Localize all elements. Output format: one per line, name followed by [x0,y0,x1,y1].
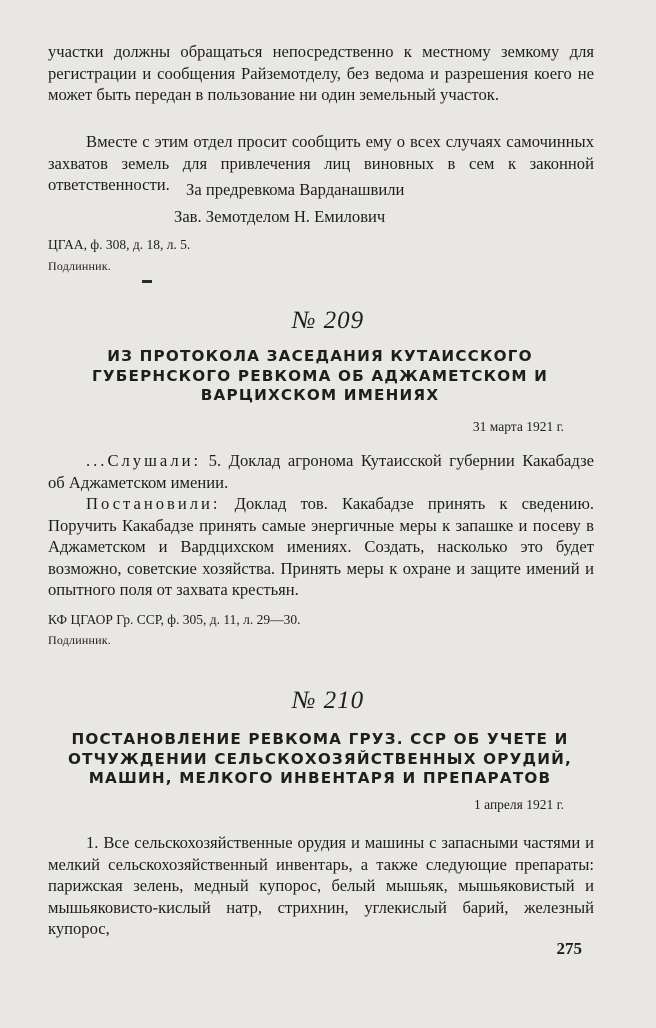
resolved-label: Постановили: [86,494,221,513]
separator-mark [142,280,152,283]
heard-text: 5. Доклад агронома Кутаисской губернии Какабадзе об Аджаметском имении. [48,451,594,492]
heard-label: ...Слушали: [86,451,202,470]
paragraph-request: Вместе с этим отдел просит сообщить ему о всех случаях самочинных захватов земель для привлечения лиц виновных в сем к законной ответственности. [48,132,594,194]
document-title-209: ИЗ ПРОТОКОЛА ЗАСЕДАНИЯ КУТАИССКОГО ГУБЕРНСКОГО РЕВКОМА ОБ АДЖАМЕТСКОМ И ВАРЦИХСКОМ ИМЕНИЯХ [91,347,549,404]
document-number-210: № 210 [291,687,365,714]
signature-land-dept: Зав. Земотделом Н. Емилович [174,207,386,226]
original-note-209: Подлинник. [48,633,111,647]
signature-chairman: За предревкома Варданашвили [186,180,405,199]
archive-source-1: ЦГАА, ф. 308, д. 18, л. 5. [48,237,191,252]
page-number: 275 [556,939,582,958]
archive-source-209: КФ ЦГАОР Гр. ССР, ф. 305, д. 11, л. 29—30. [48,612,301,627]
paragraph-item-1: 1. Все сельскохозяйственные орудия и машины с запасными частями и мелкий сельскохозяйственный инвентарь, а также следующие препараты: парижская зелень, медный купорос, белый мышьяк, мышьяковистый и мышьяковисто-кислый натр, стрихнин, углекислый барий, железный купорос, [48,833,594,938]
resolved-text: Доклад тов. Какабадзе принять к сведению. Поручить Какабадзе принять самые энергичные меры к запашке и посеву в Аджаметском и Вардцихском имениях. Создать, насколько это будет возможно, советские хозяйства. Принять меры к охране и защите имений и опытного поля от захвата крестьян. [48,494,594,599]
paragraph-heard [48,450,594,493]
document-date-210: 1 апреля 1921 г. [474,797,564,812]
document-date-209: 31 марта 1921 г. [472,419,564,434]
paragraph-intro: участки должны обращаться непосредственно к местному земкому для регистрации и сообщения Райземотделу, без ведома и разрешения коего не может быть передан в пользование ни один земельный участок. [48,42,594,104]
paragraph-resolved [48,493,594,601]
document-title-210: ПОСТАНОВЛЕНИЕ РЕВКОМА ГРУЗ. ССР ОБ УЧЕТЕ И ОТЧУЖДЕНИИ СЕЛЬСКОХОЗЯЙСТВЕННЫХ ОРУДИЙ, МАШИН, МЕЛКОГО ИНВЕНТАРЯ И ПРЕПАРАТОВ [67,730,573,787]
original-note-1: Подлинник. [48,259,111,273]
document-number-209: № 209 [291,307,365,334]
